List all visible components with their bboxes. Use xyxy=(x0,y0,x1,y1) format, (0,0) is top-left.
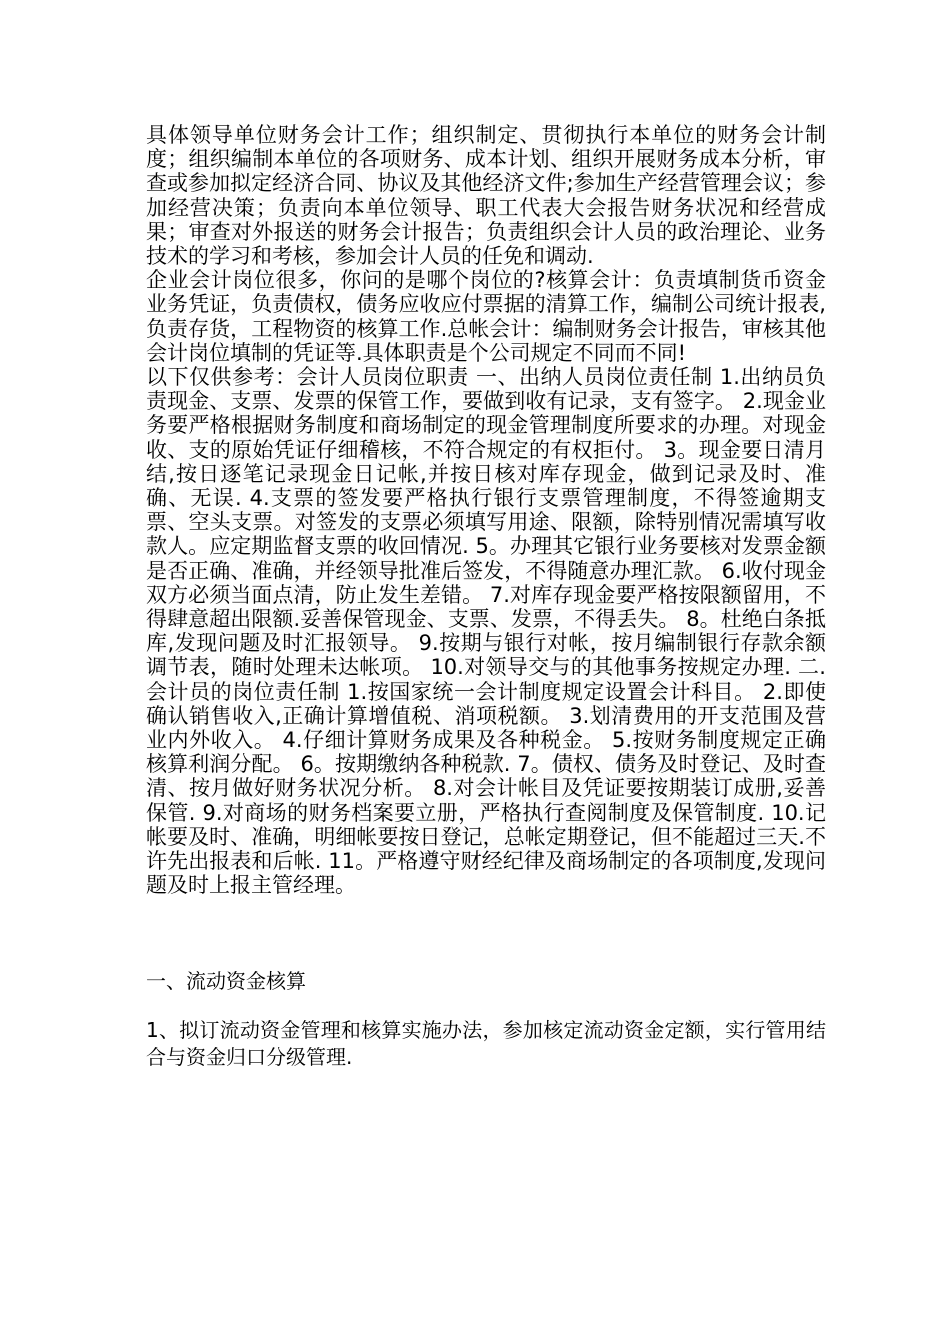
paragraph-job-responsibilities: 以下仅供参考：会计人员岗位职责 一、出纳人员岗位责任制 1.出纳员负责现金、支票、发票的保管工作，要做到收有记录，支有签字。 2.现金业务要严格根据财务制度和商场制定的现金管理制度所要求的办理。对现金收、支的原始凭证仔细稽核，不符合规定的有权拒付。 3。现金要日清月结,按日逐笔记录现金日记帐,并按日核对库存现金，做到记录及时、准确、无误. 4.支票的签发要严格执行银行支票管理制度，不得签逾期支票、空头支票。对签发的支票必须填写用途、限额，除特别情况需填写收款人。应定期监督支票的收回情况. 5。办理其它银行业务要核对发票金额是否正确、准确，并经领导批准后签发，不得随意办理汇款。 6.收付现金双方必须当面点清，防止发生差错。 7.对库存现金要严格按限额留用，不得肆意超出限额.妥善保管现金、支票、发票，不得丢失。 8。杜绝白条抵库,发现问题及时汇报领导。 9.按期与银行对帐，按月编制银行存款余额调节表，随时处理未达帐项。 10.对领导交与的其他事务按规定办理. 二.会计员的岗位责任制 1.按国家统一会计制度规定设置会计科目。 2.即使确认销售收入,正确计算增值税、消项税额。 3.划清费用的开支范围及营业内外收入。 4.仔细计算财务成果及各种税金。 5.按财务制度规定正确核算利润分配。 6。按期缴纳各种税款. 7。债权、债务及时登记、及时查清、按月做好财务状况分析。 8.对会计帐目及凭证要按期装订成册,妥善保管. 9.对商场的财务档案要立册，严格执行查阅制度及保管制度. 10.记帐要及时、准确，明细帐要按日登记，总帐定期登记，但不能超过三天.不许先出报表和后帐. 11。严格遵守财经纪律及商场制定的各项制度,发现问题及时上报主管经理。 xyxy=(146,365,826,898)
paragraph-chief-accountant-duties: 具体领导单位财务会计工作；组织制定、贯彻执行本单位的财务会计制度；组织编制本单位的各项财务、成本计划、组织开展财务成本分析，审查或参加拟定经济合同、协议及其他经济文件;参加生产经营管理会议；参加经营决策；负责向本单位领导、职工代表大会报告财务状况和经营成果；审查对外报送的财务会计报告；负责组织会计人员的政治理论、业务技术的学习和考核，参加会计人员的任免和调动. xyxy=(146,123,826,269)
list-item-working-capital-1: 1、拟订流动资金管理和核算实施办法，参加核定流动资金定额，实行管用结合与资金归口分级管理. xyxy=(146,1017,826,1069)
section-heading-working-capital: 一、流动资金核算 xyxy=(146,968,306,993)
paragraph-accounting-positions: 企业会计岗位很多，你问的是哪个岗位的?核算会计：负责填制货币资金业务凭证，负责债权，债务应收应付票据的清算工作，编制公司统计报表,负责存货，工程物资的核算工作.总帐会计：编制财务会计报告，审核其他会计岗位填制的凭证等.具体职责是个公司规定不同而不同! xyxy=(146,268,826,365)
document-page xyxy=(146,123,826,1071)
